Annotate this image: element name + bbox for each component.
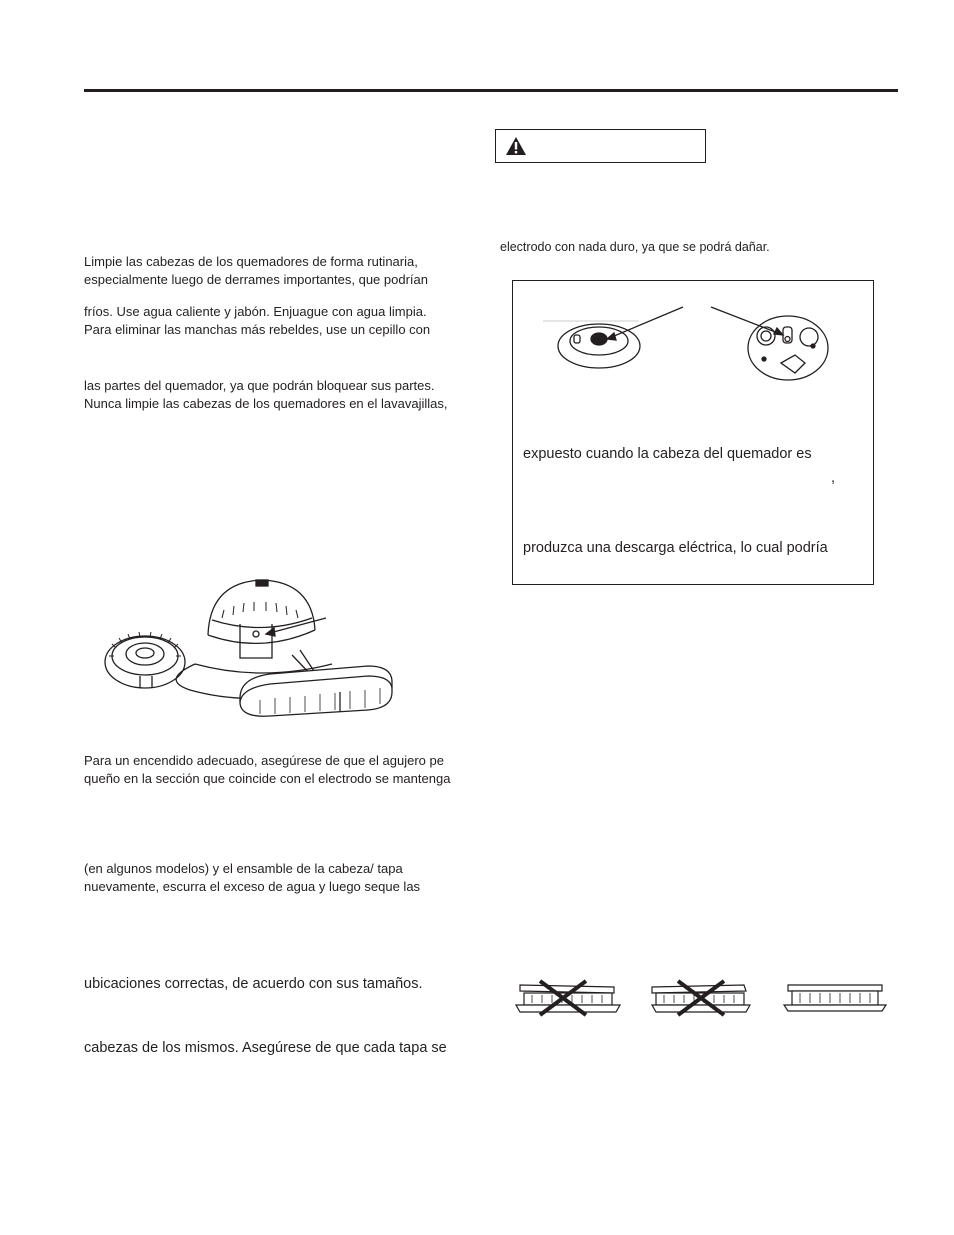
text-line: las partes del quemador, ya que podrán bloquear sus partes. — [84, 378, 435, 393]
paragraph-warm-water — [84, 303, 430, 339]
correct-cap-figure — [784, 985, 886, 1011]
box-text-comma: , — [831, 470, 836, 486]
text-line: queño en la sección que coincide con el electrodo se mantenga — [84, 771, 451, 786]
text-line: nuevamente, escurra el exceso de agua y luego seque las — [84, 879, 421, 894]
text-line: Para un encendido adecuado, asegúrese de que el agujero pe — [84, 753, 444, 768]
electrode-figure-box — [512, 280, 874, 585]
text-line: especialmente luego de derrames importantes, que podrían — [84, 272, 428, 287]
incorrect-cap-figure-2 — [652, 981, 750, 1015]
paragraph-ignition-hole — [84, 752, 450, 788]
paragraph-caps-seated: cabezas de los mismos. Asegúrese de que cada tapa se — [84, 1040, 447, 1056]
incorrect-cap-figure-1 — [516, 981, 620, 1015]
text-line: (en algunos modelos) y el ensamble de la cabeza/ tapa — [84, 861, 403, 876]
paragraph-clean-heads — [84, 253, 428, 289]
warning-triangle-icon — [505, 136, 527, 156]
text-line: Nunca limpie las cabezas de los quemadores en el lavavajillas, — [84, 396, 448, 411]
text-line: Para eliminar las manchas más rebeldes, use un cepillo con — [84, 322, 431, 337]
paragraph-dishwasher — [84, 377, 447, 413]
text-line: fríos. Use agua caliente y jabón. Enjuague con agua limpia. — [84, 304, 427, 319]
box-text-line-1: expuesto cuando la cabeza del quemador es — [523, 446, 812, 462]
burner-assembly-illustration — [100, 570, 400, 720]
box-text-line-3: produzca una descarga eléctrica, lo cual podría — [523, 540, 828, 556]
electrode-note: electrodo con nada duro, ya que se podrá dañar. — [500, 240, 770, 254]
warning-label-box — [495, 129, 706, 163]
header-rule — [84, 89, 898, 92]
cap-placement-figures — [512, 975, 887, 1020]
paragraph-correct-locations: ubicaciones correctas, de acuerdo con sus tamaños. — [84, 976, 423, 992]
text-line: Limpie las cabezas de los quemadores de forma rutinaria, — [84, 254, 418, 269]
paragraph-dry-parts — [84, 860, 420, 896]
electrode-diagram — [543, 301, 843, 385]
